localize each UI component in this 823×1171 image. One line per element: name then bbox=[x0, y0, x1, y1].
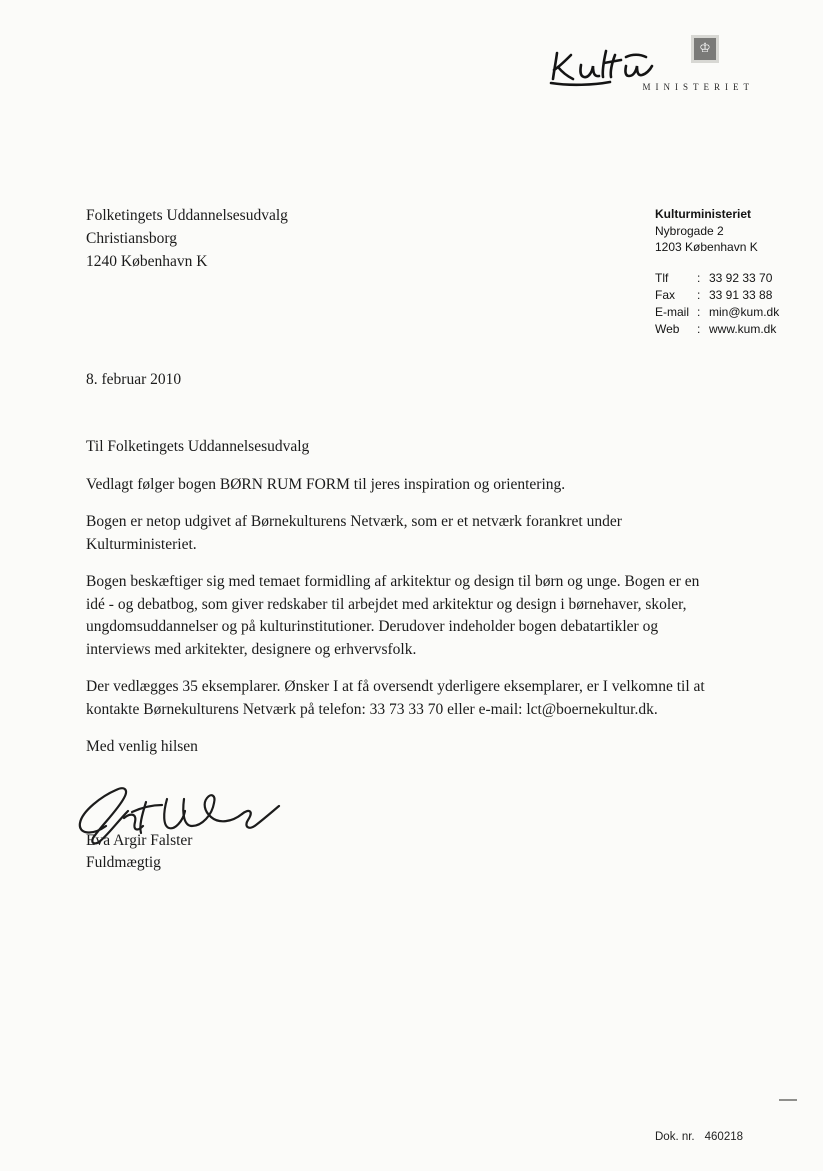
contact-colon: : bbox=[697, 305, 701, 319]
contact-colon: : bbox=[697, 322, 701, 336]
paragraph: Bogen beskæftiger sig med temaet formidling af arkitektur og design til børn og unge. Bogen er en idé - og debatbog, som giver redskaber til arbejdet med arkitektur og design i børnehaver, skoler, ungdomsuddannelser og på kulturinstitutioner. Derudover indeholder bogen debatartikler og interviews med arkitekter, designere og erhvervsfolk. bbox=[86, 573, 700, 658]
letterhead-logo bbox=[548, 38, 754, 100]
crown-icon: ♔ bbox=[694, 38, 716, 60]
contact-label: Web bbox=[655, 322, 680, 336]
recipient-block bbox=[86, 204, 288, 273]
letter-date: 8. februar 2010 bbox=[86, 371, 182, 388]
salutation: Til Folketingets Uddannelsesudvalg bbox=[86, 438, 310, 455]
closing: Med venlig hilsen bbox=[86, 738, 198, 755]
contact-value: min@kum.dk bbox=[709, 305, 780, 319]
contact-row bbox=[655, 321, 779, 338]
ministry-label: MINISTERIET bbox=[642, 82, 754, 92]
recipient-line: Folketingets Uddannelsesudvalg bbox=[86, 207, 288, 224]
contact-value: www.kum.dk bbox=[709, 322, 777, 336]
paragraph: Der vedlægges 35 eksemplarer. Ønsker I at få oversendt yderligere eksemplarer, er I velkomne til at kontakte Børnekulturens Netværk på telefon: 33 73 33 70 eller e-mail: lct@boernekultur.dk. bbox=[86, 678, 705, 718]
contact-colon: : bbox=[697, 271, 701, 285]
signer-name: Eva Argir Falster bbox=[86, 831, 193, 849]
recipient-line: 1240 København K bbox=[86, 253, 208, 270]
signer-title: Fuldmægtig bbox=[86, 854, 161, 871]
sender-name: Kulturministeriet bbox=[655, 207, 752, 221]
paragraph: Vedlagt følger bogen BØRN RUM FORM til jeres inspiration og orientering. bbox=[86, 475, 566, 493]
fold-mark bbox=[779, 1099, 797, 1101]
contact-row bbox=[655, 287, 779, 304]
contact-table bbox=[655, 270, 779, 338]
contact-row bbox=[655, 304, 779, 321]
contact-row bbox=[655, 270, 779, 287]
sender-block bbox=[655, 206, 779, 338]
contact-label: Fax bbox=[655, 288, 676, 302]
contact-label: E-mail bbox=[655, 305, 690, 319]
contact-value: 33 92 33 70 bbox=[709, 271, 773, 285]
sender-address-line: Nybrogade 2 bbox=[655, 224, 724, 238]
recipient-line: Christiansborg bbox=[86, 230, 177, 247]
contact-colon: : bbox=[697, 288, 701, 302]
doc-number-value: 460218 bbox=[704, 1131, 744, 1143]
paragraph: Bogen er netop udgivet af Børnekulturens Netværk, som er et netværk forankret under Kulturministeriet. bbox=[86, 513, 622, 553]
contact-label: Tlf bbox=[655, 271, 669, 285]
letter-body bbox=[86, 436, 718, 875]
doc-number-label: Dok. nr. bbox=[655, 1131, 695, 1143]
contact-value: 33 91 33 88 bbox=[709, 288, 773, 302]
sender-address-line: 1203 København K bbox=[655, 240, 758, 254]
doc-number bbox=[655, 1131, 743, 1143]
